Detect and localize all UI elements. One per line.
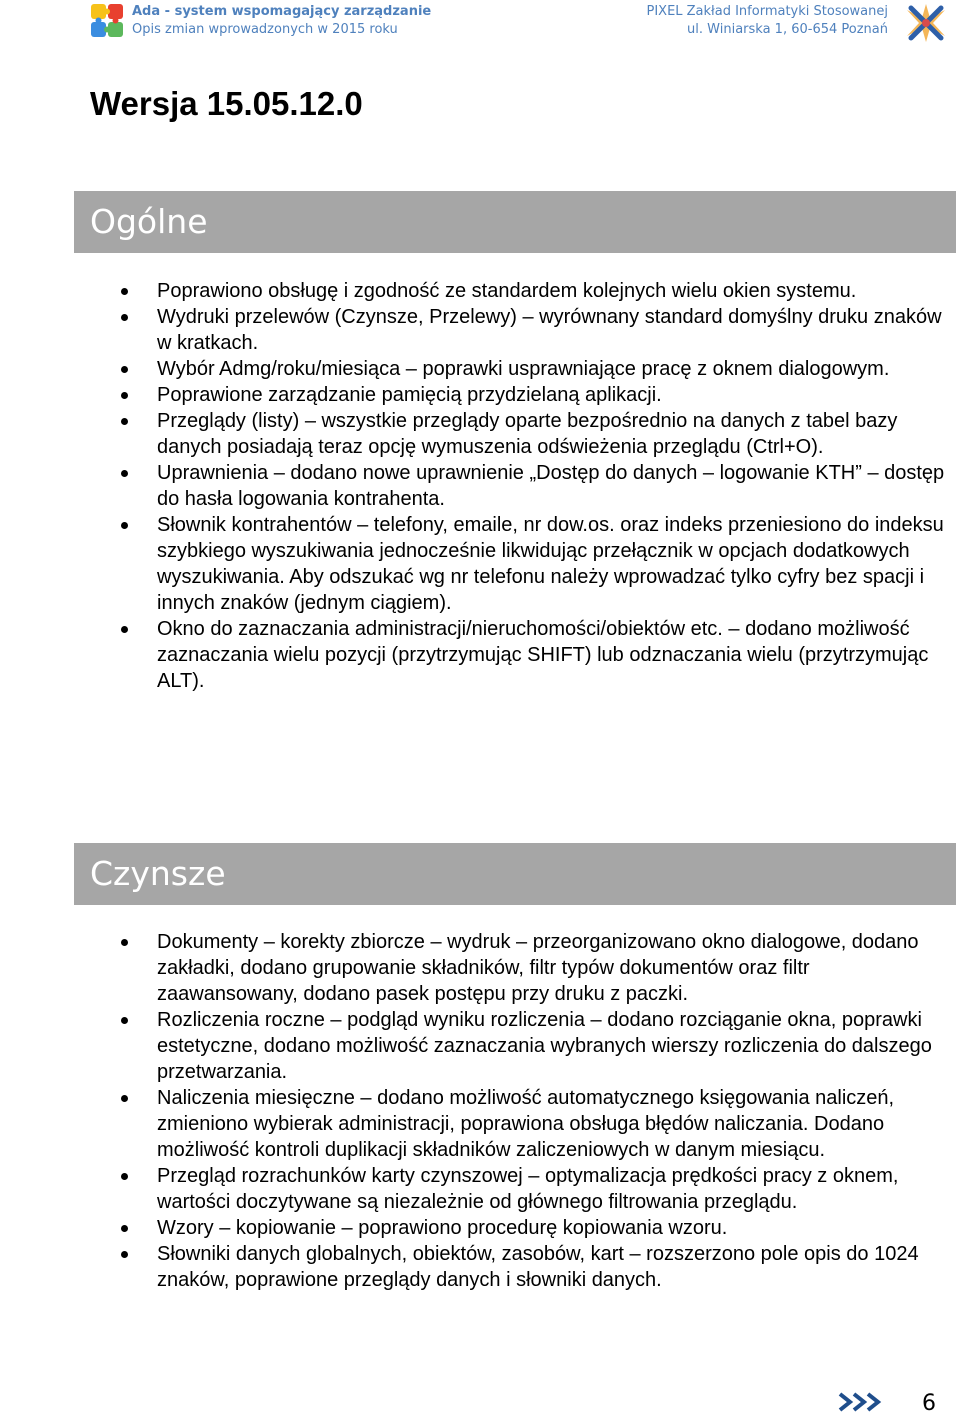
- list-item-text: Wydruki przelewów (Czynsze, Przelewy) – wyrównany standard domyślny druku znaków w kratkach.: [157, 306, 942, 354]
- list-item-text: Wybór Admg/roku/miesiąca – poprawki usprawniające pracę z oknem dialogowym.: [157, 358, 890, 380]
- company-name: PIXEL Zakład Informatyki Stosowanej: [646, 4, 888, 19]
- list-item-text: Okno do zaznaczania administracji/nieruchomości/obiektów etc. – dodano możliwość zaznaczania wielu pozycji (przytrzymując SHIFT) lub odznaczania wielu (przytrzymując ALT).: [157, 618, 929, 692]
- bullet-icon: [121, 314, 128, 321]
- version-title: Wersja 15.05.12.0: [90, 85, 363, 122]
- bullet-icon: [121, 626, 128, 633]
- list-item: [157, 1007, 947, 1085]
- list-item: [157, 408, 947, 460]
- page-header: [0, 0, 960, 48]
- list-item-text: Poprawiono obsługę i zgodność ze standardem kolejnych wielu okien systemu.: [157, 280, 857, 302]
- document-subtitle: Opis zmian wprowadzonych w 2015 roku: [132, 22, 398, 37]
- list-item: [157, 616, 947, 694]
- page-number: 6: [922, 1391, 936, 1416]
- list-item-text: Słownik kontrahentów – telefony, emaile, nr dow.os. oraz indeks przeniesiono do indeksu szybkiego wyszukiwania jednocześnie likwidując przełącznik w opcjach dodatkowych wyszukiwania. Aby odszukać wg nr telefonu należy wprowadzać tylko cyfry bez spacji i innych znaków (jednym ciągiem).: [157, 514, 944, 614]
- list-item: [157, 304, 947, 356]
- list-item-text: Słowniki danych globalnych, obiektów, zasobów, kart – rozszerzono pole opis do 1024 znaków, poprawione przeglądy danych i słowniki danych.: [157, 1243, 919, 1291]
- list-item: [157, 1241, 947, 1293]
- section-header-czynsze: [74, 843, 956, 905]
- list-item-text: Wzory – kopiowanie – poprawiono procedurę kopiowania wzoru.: [157, 1217, 728, 1239]
- company-address: ul. Winiarska 1, 60-654 Poznań: [687, 22, 888, 37]
- list-item: [157, 278, 947, 304]
- section-header-ogolne: [74, 191, 956, 253]
- section-title: Ogólne: [90, 202, 208, 241]
- bullet-icon: [121, 1251, 128, 1258]
- bullet-icon: [121, 1017, 128, 1024]
- bullet-icon: [121, 1095, 128, 1102]
- list-item: [157, 512, 947, 616]
- app-title: Ada - system wspomagający zarządzanie: [132, 4, 432, 19]
- bullet-icon: [121, 470, 128, 477]
- section-list-czynsze: [157, 929, 947, 1293]
- list-item: [157, 929, 947, 1007]
- section-title: Czynsze: [90, 854, 226, 893]
- bullet-icon: [121, 1173, 128, 1180]
- list-item-text: Naliczenia miesięczne – dodano możliwość automatycznego księgowania naliczeń, zmieniono wybierak administracji, poprawiona obsługa błędów naliczania. Dodano możliwość kontroli duplikacji składników zaliczeniowych w danym miesiącu.: [157, 1087, 895, 1161]
- list-item: [157, 460, 947, 512]
- bullet-icon: [121, 522, 128, 529]
- header-left-text: [132, 3, 431, 39]
- bullet-icon: [121, 939, 128, 946]
- list-item-text: Przeglądy (listy) – wszystkie przeglądy oparte bezpośrednio na danych z tabel bazy danych posiadają teraz opcję wymuszenia odświeżenia przeglądu (Ctrl+O).: [157, 410, 898, 458]
- puzzle-logo-icon: [90, 2, 126, 42]
- bullet-icon: [121, 288, 128, 295]
- triple-chevron-right-icon: [838, 1392, 888, 1412]
- list-item: [157, 1085, 947, 1163]
- list-item-text: Dokumenty – korekty zbiorcze – wydruk – przeorganizowano okno dialogowe, dodano zakładki, dodano grupowanie składników, filtr typów dokumentów oraz filtr zaawansowany, dodano pasek postępu przy druku z paczki.: [157, 931, 919, 1005]
- bullet-icon: [121, 366, 128, 373]
- bullet-icon: [121, 418, 128, 425]
- list-item: [157, 1163, 947, 1215]
- star-x-logo-icon: [905, 2, 947, 44]
- list-item-text: Przegląd rozrachunków karty czynszowej – optymalizacja prędkości pracy z oknem, wartości doczytywane są niezależnie od głównego filtrowania przeglądu.: [157, 1165, 899, 1213]
- list-item: [157, 1215, 947, 1241]
- list-item-text: Rozliczenia roczne – podgląd wyniku rozliczenia – dodano rozciąganie okna, poprawki estetyczne, dodano możliwość zaznaczania wybranych wierszy rozliczenia do dalszego przetwarzania.: [157, 1009, 932, 1083]
- list-item-text: Uprawnienia – dodano nowe uprawnienie „Dostęp do danych – logowanie KTH” – dostęp do hasła logowania kontrahenta.: [157, 462, 945, 510]
- list-item-text: Poprawione zarządzanie pamięcią przydzielaną aplikacji.: [157, 384, 662, 406]
- header-right-text: [646, 3, 888, 39]
- list-item: [157, 356, 947, 382]
- bullet-icon: [121, 1225, 128, 1232]
- section-list-ogolne: [157, 278, 947, 694]
- bullet-icon: [121, 392, 128, 399]
- list-item: [157, 382, 947, 408]
